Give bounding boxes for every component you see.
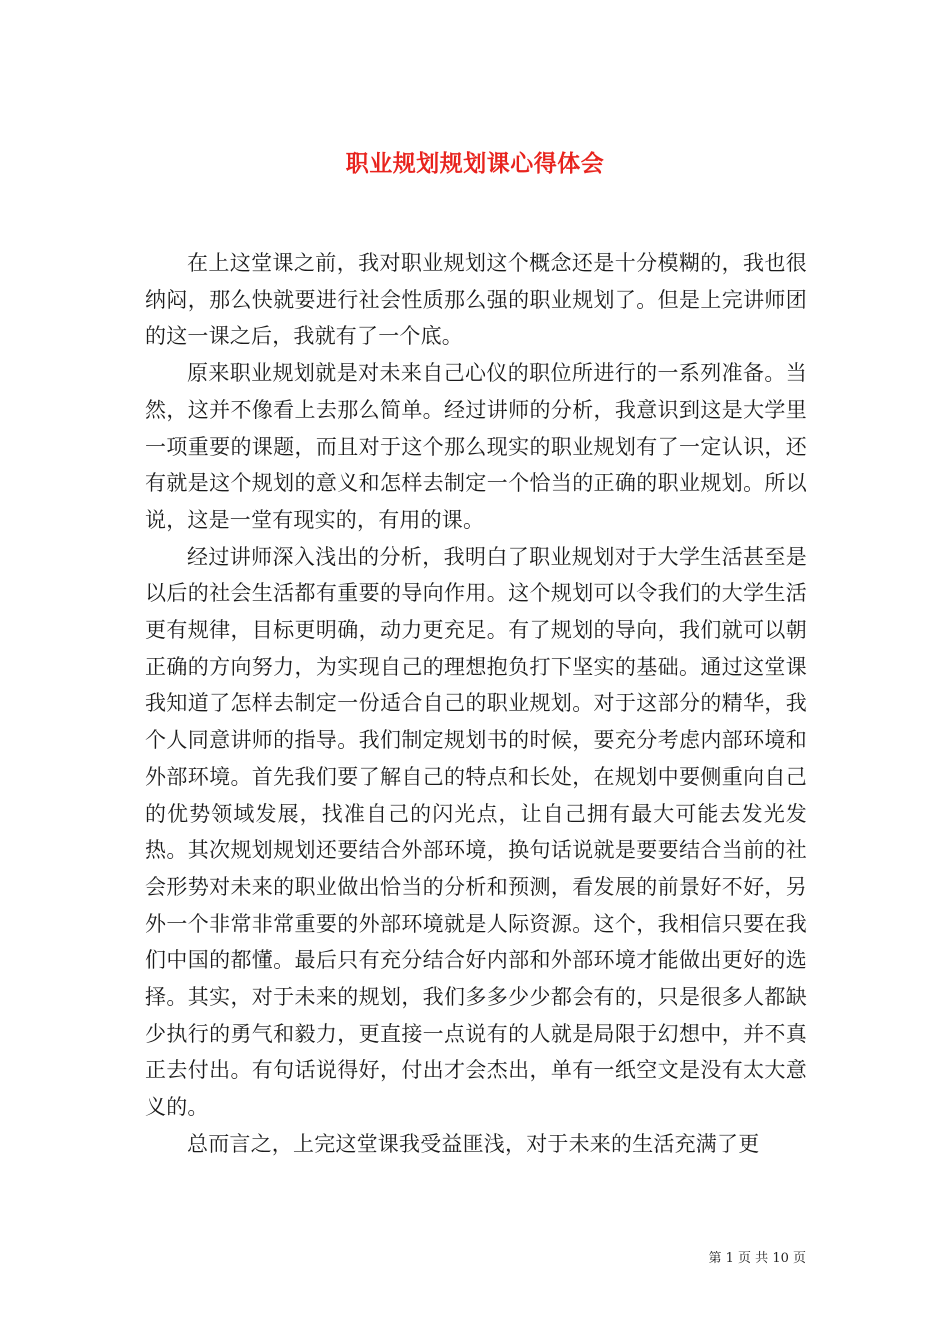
- paragraph-1: 在上这堂课之前，我对职业规划这个概念还是十分模糊的，我也很纳闷，那么快就要进行社会性质那么强的职业规划了。但是上完讲师团的这一课之后，我就有了一个底。: [145, 251, 807, 349]
- document-body: [145, 245, 807, 1163]
- paragraph-2: 原来职业规划就是对未来自己心仪的职位所进行的一系列准备。当然，这并不像看上去那么简单。经过讲师的分析，我意识到这是大学里一项重要的课题，而且对于这个那么现实的职业规划有了一定认识，还有就是这个规划的意义和怎样去制定一个恰当的正确的职业规划。所以说，这是一堂有现实的，有用的课。: [145, 361, 807, 532]
- paragraph-4: 总而言之，上完这堂课我受益匪浅，对于未来的生活充满了更: [187, 1131, 760, 1156]
- document-title: 职业规划规划课心得体会: [345, 150, 605, 178]
- page-number: 第 1 页 共 10 页: [708, 1251, 806, 1266]
- paragraph-3: 经过讲师深入浅出的分析，我明白了职业规划对于大学生活甚至是以后的社会生活都有重要的导向作用。这个规划可以令我们的大学生活更有规律，目标更明确，动力更充足。有了规划的导向，我们就可以朝正确的方向努力，为实现自己的理想抱负打下坚实的基础。通过这堂课我知道了怎样去制定一份适合自己的职业规划。对于这部分的精华，我个人同意讲师的指导。我们制定规划书的时候，要充分考虑内部环境和外部环境。首先我们要了解自己的特点和长处，在规划中要侧重向自己的优势领域发展，找准自己的闪光点，让自己拥有最大可能去发光发热。其次规划规划还要结合外部环境，换句话说就是要要结合当前的社会形势对未来的职业做出恰当的分析和预测，看发展的前景好不好，另外一个非常非常重要的外部环境就是人际资源。这个，我相信只要在我们中国的都懂。最后只有充分结合好内部和外部环境才能做出更好的选择。其实，对于未来的规划，我们多多少少都会有的，只是很多人都缺少执行的勇气和毅力，更直接一点说有的人就是局限于幻想中，并不真正去付出。有句话说得好，付出才会杰出，单有一纸空文是没有太大意义的。: [145, 544, 807, 1120]
